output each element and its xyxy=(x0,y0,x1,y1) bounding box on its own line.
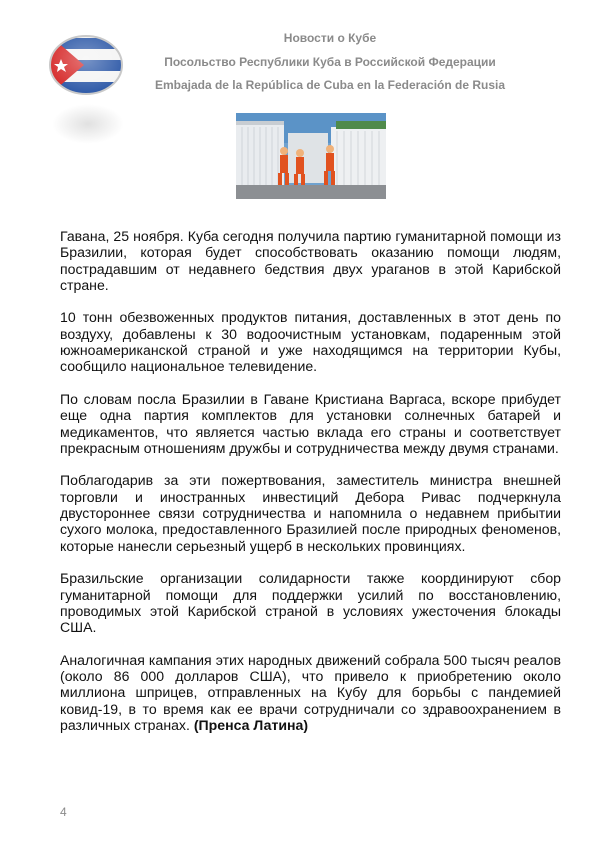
article-source: (Пренса Латина) xyxy=(193,716,309,733)
article-paragraph-last xyxy=(60,652,561,733)
article-paragraph: 10 тонн обезвоженных продуктов питания, доставленных в этот день по воздуху, добавлены к 30 водоочистным установкам, подаренным этой южноамериканской страной и уже находящимся на территории Кубы, сообщило национальное телевидение. xyxy=(60,309,561,375)
page-number: 4 xyxy=(60,805,67,819)
logo-reflection xyxy=(52,104,124,144)
article-body xyxy=(60,228,561,750)
cuban-flag-icon xyxy=(48,34,124,96)
article-paragraph: Поблагодарив за эти пожертвования, заместитель министра внешней торговли и иностранных инвестиций Дебора Ривас подчеркнула двустороннее связи сотрудничества и напомнила о недавнем прибытии сухого молока, предоставленного Бразилией после природных феноменов, которые нанесли серьезный ущерб в нескольких провинциях. xyxy=(60,472,561,554)
newsletter-title: Новости о Кубе xyxy=(283,31,377,45)
embassy-name-ru: Посольство Республики Куба в Российской Федерации xyxy=(164,55,496,69)
article-paragraph: По словам посла Бразилии в Гаване Кристиана Варгаса, вскоре прибудет еще одна партия комплектов для установки солнечных батарей и медикаментов, что является частью вклада его страны и соответствует прекрасным отношениям дружбы и сотрудничества между двумя странами. xyxy=(60,390,561,456)
article-last-text: Аналогичная кампания этих народных движений собрала 500 тысяч реалов (около 86 000 долларов США), что привело к приобретению около миллиона шприцев, отправленных на Кубу для борьбы с пандемией ковид-19, в то время как ее врачи сотрудничали со здравоохранением в различных странах. xyxy=(60,651,561,733)
article-paragraph: Бразильские организации солидарности также координируют сбор гуманитарной помощи для поддержки усилий по восстановлению, проводимых этой Карибской страной в условиях ужесточения блокады США. xyxy=(60,570,561,636)
article-paragraph: Гавана, 25 ноября. Куба сегодня получила партию гуманитарной помощи из Бразилии, которая будет способствовать оказанию помощи людям, пострадавшим от недавнего бедствия двух ураганов в этой Карибской стране. xyxy=(60,228,561,293)
embassy-name-es: Embajada de la República de Cuba en la Federación de Rusia xyxy=(154,78,506,92)
article-photo xyxy=(236,113,386,199)
